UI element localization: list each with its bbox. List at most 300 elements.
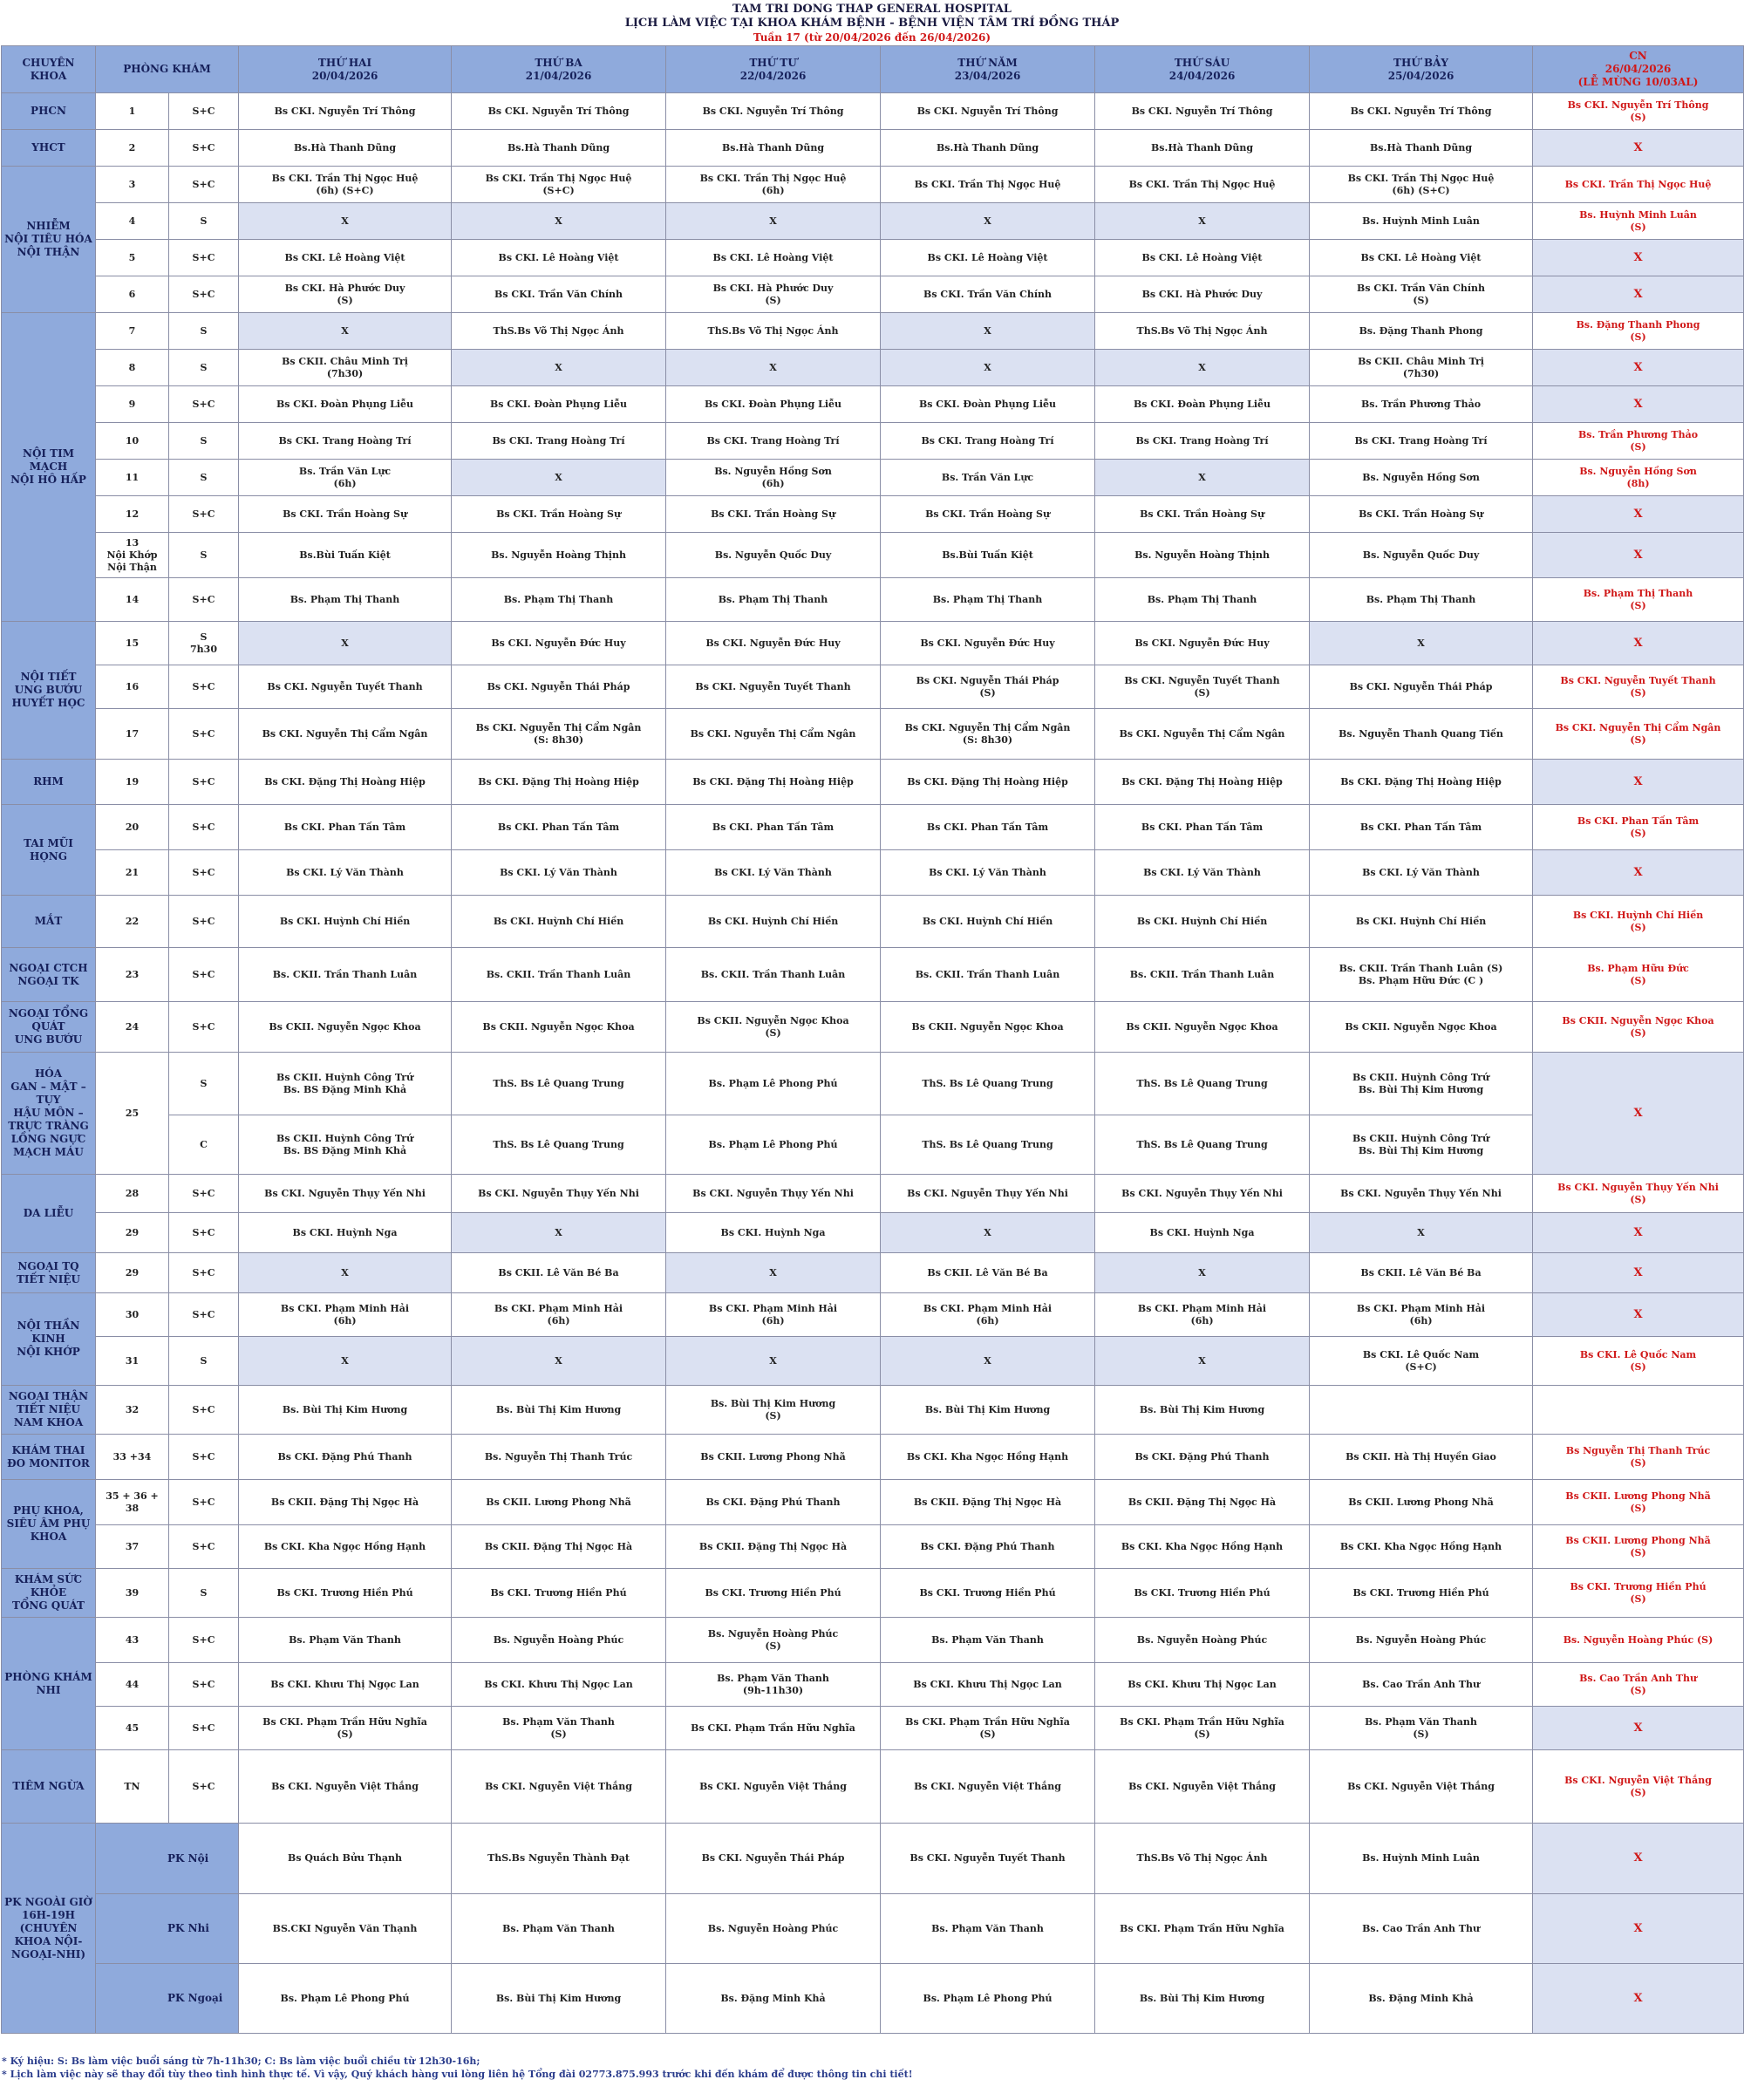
- doctor-cell: X: [881, 1337, 1095, 1386]
- doctor-cell: Bs CKI. Nguyễn Thị Cẩm Ngân: [239, 709, 452, 760]
- table-row: [2, 240, 1744, 276]
- doctor-cell: Bs CKI. Trần Hoàng Sự: [666, 496, 881, 533]
- specialty-cell: HÓA GAN – MẬT – TỤY HẬU MÔN – TRỰC TRÀNG LỒNG NGỰC MẠCH MÁU: [2, 1053, 96, 1175]
- doctor-cell: Bs CKI. Trương Hiền Phú: [881, 1569, 1095, 1618]
- room-cell: 17: [96, 709, 169, 760]
- room-cell: 3: [96, 167, 169, 203]
- doctor-cell: Bs CKI. Nguyễn Trí Thông: [666, 93, 881, 130]
- doctor-cell: X: [1533, 1293, 1744, 1337]
- doctor-cell: Bs CKI. Trần Hoàng Sự: [239, 496, 452, 533]
- doctor-cell: Bs CKI. Đặng Thị Hoàng Hiệp: [239, 760, 452, 805]
- doctor-cell: X: [1095, 203, 1310, 240]
- specialty-cell: NGOẠI CTCH NGOẠI TK: [2, 948, 96, 1002]
- specialty-cell: NỘI TIM MẠCH NỘI HÔ HẤP: [2, 313, 96, 622]
- room-cell: 33 +34: [96, 1435, 169, 1480]
- session-cell: S+C: [169, 1525, 239, 1569]
- doctor-cell: Bs. CKII. Trần Thanh Luân: [881, 948, 1095, 1002]
- doctor-cell: Bs. CKII. Trần Thanh Luân: [666, 948, 881, 1002]
- doctor-cell: Bs CKI. Trần Thị Ngọc Huệ (S+C): [452, 167, 666, 203]
- table-row: [2, 709, 1744, 760]
- table-row: [2, 130, 1744, 167]
- col-header-specialty: CHUYÊN KHOA: [2, 46, 96, 93]
- doctor-cell: Bs CKI. Đoàn Phụng Liễu: [666, 386, 881, 423]
- doctor-cell: ThS.Bs Võ Thị Ngọc Ánh: [1095, 313, 1310, 350]
- doctor-cell: Bs CKI. Phạm Trần Hữu Nghĩa: [666, 1707, 881, 1750]
- doctor-cell: Bs CKI. Nguyễn Đức Huy: [1095, 622, 1310, 665]
- table-row: [2, 1707, 1744, 1750]
- doctor-cell: Bs. Nguyễn Hoàng Phúc: [1095, 1618, 1310, 1663]
- specialty-cell: NỘI THẦN KINH NỘI KHỚP: [2, 1293, 96, 1386]
- doctor-cell: Bs CKII. Lê Văn Bé Ba: [452, 1253, 666, 1293]
- col-header-day: THỨ SÁU 24/04/2026: [1095, 46, 1310, 93]
- col-header-day: THỨ HAI 20/04/2026: [239, 46, 452, 93]
- session-cell: S+C: [169, 578, 239, 622]
- table-row: [2, 1525, 1744, 1569]
- session-cell: S 7h30: [169, 622, 239, 665]
- room-cell: TN: [96, 1750, 169, 1824]
- clinic-cell: PK Ngoại: [96, 1964, 239, 2034]
- doctor-cell: Bs.Hà Thanh Dũng: [666, 130, 881, 167]
- doctor-cell: X: [1533, 496, 1744, 533]
- doctor-cell: Bs CKI. Nguyễn Việt Thắng: [239, 1750, 452, 1824]
- doctor-cell: Bs. Trần Văn Lực: [881, 460, 1095, 496]
- session-cell: S: [169, 460, 239, 496]
- room-cell: 14: [96, 578, 169, 622]
- doctor-cell: Bs CKI. Khưu Thị Ngọc Lan: [239, 1663, 452, 1707]
- doctor-cell: Bs. Nguyễn Thị Thanh Trúc: [452, 1435, 666, 1480]
- specialty-cell: PHCN: [2, 93, 96, 130]
- doctor-cell: Bs CKI. Đặng Phú Thanh: [239, 1435, 452, 1480]
- doctor-cell: Bs CKI. Nguyễn Việt Thắng (S): [1533, 1750, 1744, 1824]
- doctor-cell: Bs CKII. Đặng Thị Ngọc Hà: [452, 1525, 666, 1569]
- room-cell: 7: [96, 313, 169, 350]
- doctor-cell: Bs. Nguyễn Hoàng Phúc: [1310, 1618, 1533, 1663]
- doctor-cell: Bs. Nguyễn Hoàng Phúc: [666, 1894, 881, 1964]
- doctor-cell: Bs CKI. Nguyễn Thái Pháp: [666, 1824, 881, 1894]
- session-cell: S+C: [169, 167, 239, 203]
- doctor-cell: Bs CKI. Lê Hoàng Việt: [1095, 240, 1310, 276]
- doctor-cell: Bs CKII. Đặng Thị Ngọc Hà: [881, 1480, 1095, 1525]
- doctor-cell: Bs CKI. Trương Hiền Phú: [452, 1569, 666, 1618]
- doctor-cell: Bs CKI. Hà Phước Duy (S): [666, 276, 881, 313]
- room-cell: 30: [96, 1293, 169, 1337]
- session-cell: S+C: [169, 386, 239, 423]
- doctor-cell: Bs CKI. Đặng Phú Thanh: [1095, 1435, 1310, 1480]
- doctor-cell: Bs. Bùi Thị Kim Hương: [1095, 1386, 1310, 1435]
- table-row: [2, 1293, 1744, 1337]
- table-row: [2, 423, 1744, 460]
- doctor-cell: Bs. CKII. Trần Thanh Luân: [1095, 948, 1310, 1002]
- doctor-cell: Bs. Phạm Văn Thanh (9h-11h30): [666, 1663, 881, 1707]
- doctor-cell: Bs CKI. Lê Quốc Nam (S): [1533, 1337, 1744, 1386]
- doctor-cell: Bs. CKII. Trần Thanh Luân (S) Bs. Phạm Hữu Đức (C ): [1310, 948, 1533, 1002]
- doctor-cell: Bs CKI. Trang Hoàng Trí: [1310, 423, 1533, 460]
- doctor-cell: Bs CKI. Nguyễn Thái Pháp: [1310, 665, 1533, 709]
- doctor-cell: Bs CKI. Trần Văn Chính (S): [1310, 276, 1533, 313]
- doctor-cell: Bs. Nguyễn Hồng Sơn: [1310, 460, 1533, 496]
- table-row: [2, 760, 1744, 805]
- room-cell: 4: [96, 203, 169, 240]
- doctor-cell: Bs CKII. Nguyễn Ngọc Khoa: [1310, 1002, 1533, 1053]
- doctor-cell: Bs. Huỳnh Minh Luân (S): [1533, 203, 1744, 240]
- doctor-cell: Bs CKI. Trang Hoàng Trí: [239, 423, 452, 460]
- doctor-cell: Bs CKI. Nguyễn Việt Thắng: [1310, 1750, 1533, 1824]
- doctor-cell: Bs. Nguyễn Hoàng Phúc (S): [666, 1618, 881, 1663]
- doctor-cell: Bs. Đặng Minh Khả: [1310, 1964, 1533, 2034]
- specialty-cell: MẮT: [2, 896, 96, 948]
- doctor-cell: Bs. Bùi Thị Kim Hương (S): [666, 1386, 881, 1435]
- doctor-cell: Bs CKI. Lê Hoàng Việt: [239, 240, 452, 276]
- doctor-cell: Bs. Nguyễn Hoàng Thịnh: [1095, 533, 1310, 578]
- doctor-cell: Bs. Bùi Thị Kim Hương: [452, 1964, 666, 2034]
- table-row: [2, 665, 1744, 709]
- table-row: [2, 1894, 1744, 1964]
- doctor-cell: Bs. Trần Phương Thảo: [1310, 386, 1533, 423]
- doctor-cell: Bs CKI. Nguyễn Việt Thắng: [881, 1750, 1095, 1824]
- doctor-cell: Bs CKI. Phan Tấn Tâm: [1095, 805, 1310, 850]
- doctor-cell: X: [1533, 130, 1744, 167]
- doctor-cell: Bs CKI. Trang Hoàng Trí: [666, 423, 881, 460]
- doctor-cell: Bs CKI. Trương Hiền Phú: [239, 1569, 452, 1618]
- session-cell: S+C: [169, 1750, 239, 1824]
- doctor-cell: Bs. Trần Văn Lực (6h): [239, 460, 452, 496]
- doctor-cell: Bs CKI. Lý Văn Thành: [1310, 850, 1533, 896]
- doctor-cell: Bs CKI. Nguyễn Thị Cẩm Ngân (S: 8h30): [881, 709, 1095, 760]
- doctor-cell: Bs. Nguyễn Quốc Duy: [1310, 533, 1533, 578]
- table-row: [2, 1337, 1744, 1386]
- doctor-cell: X: [666, 203, 881, 240]
- doctor-cell: Bs CKII. Hà Thị Huyền Giao: [1310, 1435, 1533, 1480]
- room-cell: 24: [96, 1002, 169, 1053]
- doctor-cell: Bs CKI. Nguyễn Thụy Yến Nhi: [1095, 1175, 1310, 1213]
- col-header-day: THỨ BA 21/04/2026: [452, 46, 666, 93]
- session-cell: S+C: [169, 1293, 239, 1337]
- session-cell: S+C: [169, 130, 239, 167]
- doctor-cell: X: [881, 313, 1095, 350]
- room-cell: 15: [96, 622, 169, 665]
- session-cell: S: [169, 203, 239, 240]
- table-row: [2, 1663, 1744, 1707]
- doctor-cell: Bs CKI. Trần Thị Ngọc Huệ (6h): [666, 167, 881, 203]
- schedule-header: [0, 0, 1744, 45]
- room-cell: 12: [96, 496, 169, 533]
- room-cell: 9: [96, 386, 169, 423]
- doctor-cell: Bs CKI. Phan Tấn Tâm: [881, 805, 1095, 850]
- doctor-cell: Bs CKI. Trần Thị Ngọc Huệ: [1533, 167, 1744, 203]
- doctor-cell: Bs CKI. Lý Văn Thành: [881, 850, 1095, 896]
- table-row: [2, 167, 1744, 203]
- doctor-cell: Bs CKI. Nguyễn Thụy Yến Nhi: [881, 1175, 1095, 1213]
- room-cell: 20: [96, 805, 169, 850]
- session-cell: S+C: [169, 240, 239, 276]
- doctor-cell: Bs CKI. Huỳnh Nga: [1095, 1213, 1310, 1253]
- doctor-cell: Bs CKI. Trần Hoàng Sự: [452, 496, 666, 533]
- room-cell: 44: [96, 1663, 169, 1707]
- specialty-cell: KHÁM SỨC KHỎE TỔNG QUÁT: [2, 1569, 96, 1618]
- schedule-title: LỊCH LÀM VIỆC TẠI KHOA KHÁM BỆNH - BỆNH VIỆN TÂM TRÍ ĐỒNG THÁP: [624, 17, 1120, 30]
- doctor-cell: Bs CKII. Huỳnh Công Trứ Bs. BS Đặng Minh Khả: [239, 1115, 452, 1175]
- doctor-cell: Bs CKI. Phạm Minh Hải (6h): [452, 1293, 666, 1337]
- doctor-cell: Bs CKI. Nguyễn Đức Huy: [666, 622, 881, 665]
- doctor-cell: Bs CKI. Trần Thị Ngọc Huệ: [1095, 167, 1310, 203]
- room-cell: 2: [96, 130, 169, 167]
- doctor-cell: Bs CKI. Đặng Thị Hoàng Hiệp: [452, 760, 666, 805]
- session-cell: S+C: [169, 1618, 239, 1663]
- doctor-cell: X: [239, 1253, 452, 1293]
- session-cell: S+C: [169, 1213, 239, 1253]
- doctor-cell: Bs CKI. Nguyễn Tuyết Thanh (S): [1533, 665, 1744, 709]
- doctor-cell: Bs CKI. Nguyễn Thị Cẩm Ngân: [666, 709, 881, 760]
- doctor-cell: Bs CKI. Lê Hoàng Việt: [666, 240, 881, 276]
- session-cell: S+C: [169, 805, 239, 850]
- doctor-cell: Bs. CKII. Trần Thanh Luân: [239, 948, 452, 1002]
- doctor-cell: Bs CKI. Phạm Minh Hải (6h): [1095, 1293, 1310, 1337]
- doctor-cell: ThS. Bs Lê Quang Trung: [452, 1115, 666, 1175]
- doctor-cell: Bs CKI. Trần Hoàng Sự: [881, 496, 1095, 533]
- doctor-cell: Bs CKI. Nguyễn Thái Pháp: [452, 665, 666, 709]
- doctor-cell: Bs CKII. Đặng Thị Ngọc Hà: [1095, 1480, 1310, 1525]
- doctor-cell: Bs CKI. Nguyễn Tuyết Thanh: [239, 665, 452, 709]
- doctor-cell: Bs CKII. Lê Văn Bé Ba: [881, 1253, 1095, 1293]
- doctor-cell: Bs CKI. Huỳnh Chí Hiền: [452, 896, 666, 948]
- table-row: [2, 1213, 1744, 1253]
- table-row: [2, 1750, 1744, 1824]
- doctor-cell: Bs CKI. Trang Hoàng Trí: [1095, 423, 1310, 460]
- table-row: [2, 1253, 1744, 1293]
- doctor-cell: X: [1533, 1964, 1744, 2034]
- session-cell: S+C: [169, 1002, 239, 1053]
- specialty-cell: NGOẠI TỔNG QUÁT UNG BƯỚU: [2, 1002, 96, 1053]
- session-cell: S+C: [169, 1663, 239, 1707]
- session-cell: S+C: [169, 93, 239, 130]
- doctor-cell: Bs CKII. Lương Phong Nhã: [1310, 1480, 1533, 1525]
- doctor-cell: X: [666, 1253, 881, 1293]
- session-cell: S+C: [169, 1435, 239, 1480]
- doctor-cell: Bs. Nguyễn Hoàng Phúc (S): [1533, 1618, 1744, 1663]
- doctor-cell: Bs CKII. Huỳnh Công Trứ Bs. BS Đặng Minh Khả: [239, 1053, 452, 1115]
- specialty-cell: PHÒNG KHÁM NHI: [2, 1618, 96, 1750]
- doctor-cell: Bs CKI. Huỳnh Chí Hiền (S): [1533, 896, 1744, 948]
- doctor-cell: Bs. Cao Trần Anh Thư: [1310, 1663, 1533, 1707]
- doctor-cell: X: [1533, 760, 1744, 805]
- footnote-disclaimer: * Lịch làm việc này sẽ thay đổi tùy theo tình hình thực tế. Vì vậy, Quý khách hàng vui lòng liên hệ Tổng đài 02773.875.993 trước khi đến khám để được thông tin chi tiết!: [2, 2069, 913, 2080]
- doctor-cell: X: [452, 460, 666, 496]
- session-cell: S: [169, 423, 239, 460]
- doctor-cell: ThS. Bs Lê Quang Trung: [881, 1115, 1095, 1175]
- doctor-cell: Bs CKI. Nguyễn Thụy Yến Nhi: [239, 1175, 452, 1213]
- room-cell: 10: [96, 423, 169, 460]
- doctor-cell: X: [1533, 1213, 1744, 1253]
- doctor-cell: Bs CKI. Trang Hoàng Trí: [881, 423, 1095, 460]
- specialty-cell: KHÁM THAI ĐO MONITOR: [2, 1435, 96, 1480]
- doctor-cell: [1310, 1386, 1533, 1435]
- doctor-cell: Bs CKI. Đặng Phú Thanh: [881, 1525, 1095, 1569]
- table-row: [2, 1175, 1744, 1213]
- col-header-day: THỨ NĂM 23/04/2026: [881, 46, 1095, 93]
- doctor-cell: Bs CKI. Đặng Thị Hoàng Hiệp: [1095, 760, 1310, 805]
- room-cell: 43: [96, 1618, 169, 1663]
- doctor-cell: Bs CKII. Đặng Thị Ngọc Hà: [239, 1480, 452, 1525]
- session-cell: S+C: [169, 709, 239, 760]
- doctor-cell: X: [1533, 276, 1744, 313]
- session-cell: S+C: [169, 665, 239, 709]
- table-row: [2, 1569, 1744, 1618]
- doctor-cell: Bs. CKII. Trần Thanh Luân: [452, 948, 666, 1002]
- doctor-cell: X: [1095, 1337, 1310, 1386]
- doctor-cell: X: [1533, 386, 1744, 423]
- doctor-cell: Bs CKI. Nguyễn Việt Thắng: [666, 1750, 881, 1824]
- specialty-cell: NỘI TIẾT UNG BƯỚU HUYẾT HỌC: [2, 622, 96, 760]
- doctor-cell: Bs.Bùi Tuấn Kiệt: [239, 533, 452, 578]
- doctor-cell: Bs CKII. Lương Phong Nhã: [666, 1435, 881, 1480]
- table-row: [2, 1053, 1744, 1115]
- doctor-cell: Bs CKI. Phạm Trần Hữu Nghĩa (S): [1095, 1707, 1310, 1750]
- table-row: [2, 850, 1744, 896]
- doctor-cell: Bs.Bùi Tuấn Kiệt: [881, 533, 1095, 578]
- doctor-cell: Bs CKI. Nguyễn Trí Thông: [1310, 93, 1533, 130]
- doctor-cell: Bs CKI. Trương Hiền Phú (S): [1533, 1569, 1744, 1618]
- doctor-cell: Bs CKI. Nguyễn Thái Pháp (S): [881, 665, 1095, 709]
- session-cell: S+C: [169, 1480, 239, 1525]
- room-cell: 23: [96, 948, 169, 1002]
- doctor-cell: Bs CKI. Nguyễn Trí Thông: [452, 93, 666, 130]
- doctor-cell: X: [1533, 1253, 1744, 1293]
- doctor-cell: ThS. Bs Lê Quang Trung: [1095, 1053, 1310, 1115]
- doctor-cell: Bs CKII. Nguyễn Ngọc Khoa (S): [1533, 1002, 1744, 1053]
- room-cell: 19: [96, 760, 169, 805]
- doctor-cell: Bs. Bùi Thị Kim Hương: [1095, 1964, 1310, 2034]
- doctor-cell: BS.CKI Nguyễn Văn Thạnh: [239, 1894, 452, 1964]
- col-header-day: THỨ TƯ 22/04/2026: [666, 46, 881, 93]
- table-row: [2, 578, 1744, 622]
- table-row: [2, 533, 1744, 578]
- session-cell: S: [169, 350, 239, 386]
- doctor-cell: X: [666, 350, 881, 386]
- table-row: [2, 93, 1744, 130]
- specialty-cell: PHỤ KHOA, SIÊU ÂM PHỤ KHOA: [2, 1480, 96, 1569]
- doctor-cell: Bs CKI. Lý Văn Thành: [452, 850, 666, 896]
- doctor-cell: ThS.Bs Võ Thị Ngọc Ánh: [1095, 1824, 1310, 1894]
- doctor-cell: Bs CKII. Nguyễn Ngọc Khoa (S): [666, 1002, 881, 1053]
- doctor-cell: Bs. Nguyễn Hồng Sơn (6h): [666, 460, 881, 496]
- room-cell: 37: [96, 1525, 169, 1569]
- session-cell: S+C: [169, 850, 239, 896]
- doctor-cell: Bs. Trần Phương Thảo (S): [1533, 423, 1744, 460]
- doctor-cell: ThS. Bs Lê Quang Trung: [452, 1053, 666, 1115]
- doctor-cell: Bs CKI. Phạm Minh Hải (6h): [1310, 1293, 1533, 1337]
- doctor-cell: Bs. Phạm Thị Thanh: [881, 578, 1095, 622]
- table-row: [2, 386, 1744, 423]
- doctor-cell: X: [881, 1213, 1095, 1253]
- session-cell: S+C: [169, 496, 239, 533]
- doctor-cell: Bs CKI. Nguyễn Đức Huy: [881, 622, 1095, 665]
- doctor-cell: Bs CKI. Đặng Thị Hoàng Hiệp: [1310, 760, 1533, 805]
- doctor-cell: Bs CKI. Trần Hoàng Sự: [1095, 496, 1310, 533]
- doctor-cell: Bs CKII. Đặng Thị Ngọc Hà: [666, 1525, 881, 1569]
- doctor-cell: Bs CKI. Phạm Trần Hữu Nghĩa (S): [881, 1707, 1095, 1750]
- doctor-cell: X: [1310, 622, 1533, 665]
- doctor-cell: Bs CKI. Lý Văn Thành: [239, 850, 452, 896]
- room-cell: 31: [96, 1337, 169, 1386]
- doctor-cell: Bs. Nguyễn Thanh Quang Tiến: [1310, 709, 1533, 760]
- doctor-cell: Bs CKII. Lương Phong Nhã: [452, 1480, 666, 1525]
- room-cell: 35 + 36 + 38: [96, 1480, 169, 1525]
- doctor-cell: Bs CKI. Đoàn Phụng Liễu: [1095, 386, 1310, 423]
- doctor-cell: X: [1533, 350, 1744, 386]
- doctor-cell: Bs Quách Bửu Thạnh: [239, 1824, 452, 1894]
- table-row: [2, 1002, 1744, 1053]
- doctor-cell: Bs. Phạm Thị Thanh: [452, 578, 666, 622]
- doctor-cell: Bs.Hà Thanh Dũng: [1095, 130, 1310, 167]
- table-row: [2, 1115, 1744, 1175]
- doctor-cell: X: [1533, 533, 1744, 578]
- doctor-cell: Bs. Nguyễn Hoàng Thịnh: [452, 533, 666, 578]
- doctor-cell: Bs CKII. Lương Phong Nhã (S): [1533, 1525, 1744, 1569]
- doctor-cell: Bs. Nguyễn Hồng Sơn (8h): [1533, 460, 1744, 496]
- doctor-cell: Bs CKI. Lý Văn Thành: [666, 850, 881, 896]
- doctor-cell: Bs. Đặng Minh Khả: [666, 1964, 881, 2034]
- doctor-cell: Bs CKI. Lý Văn Thành: [1095, 850, 1310, 896]
- table-row: [2, 1824, 1744, 1894]
- session-cell: S: [169, 313, 239, 350]
- doctor-cell: Bs CKI. Nguyễn Việt Thắng: [452, 1750, 666, 1824]
- doctor-cell: Bs CKI. Lê Hoàng Việt: [1310, 240, 1533, 276]
- doctor-cell: Bs.Hà Thanh Dũng: [881, 130, 1095, 167]
- doctor-cell: Bs CKI. Kha Ngọc Hồng Hạnh: [881, 1435, 1095, 1480]
- session-cell: S+C: [169, 1253, 239, 1293]
- table-row: [2, 622, 1744, 665]
- doctor-cell: X: [1533, 622, 1744, 665]
- doctor-cell: Bs. Đặng Thanh Phong: [1310, 313, 1533, 350]
- doctor-cell: Bs. Phạm Thị Thanh: [1310, 578, 1533, 622]
- table-row: [2, 313, 1744, 350]
- doctor-cell: ThS. Bs Lê Quang Trung: [881, 1053, 1095, 1115]
- doctor-cell: Bs CKI. Nguyễn Trí Thông: [239, 93, 452, 130]
- doctor-cell: X: [1533, 1053, 1744, 1175]
- doctor-cell: Bs. Bùi Thị Kim Hương: [452, 1386, 666, 1435]
- clinic-cell: PK Nhi: [96, 1894, 239, 1964]
- room-cell: 28: [96, 1175, 169, 1213]
- doctor-cell: Bs CKI. Huỳnh Chí Hiền: [239, 896, 452, 948]
- footnote-legend: * Ký hiệu: S: Bs làm việc buổi sáng từ 7h-11h30; C: Bs làm việc buổi chiều từ 12h30-16h;: [2, 2056, 480, 2067]
- doctor-cell: X: [452, 1213, 666, 1253]
- doctor-cell: Bs CKI. Trương Hiền Phú: [1310, 1569, 1533, 1618]
- doctor-cell: Bs CKI. Phạm Trần Hữu Nghĩa (S): [239, 1707, 452, 1750]
- session-cell: S+C: [169, 1707, 239, 1750]
- specialty-cell: DA LIỄU: [2, 1175, 96, 1253]
- doctor-cell: Bs. Bùi Thị Kim Hương: [239, 1386, 452, 1435]
- doctor-cell: Bs CKI. Huỳnh Chí Hiền: [881, 896, 1095, 948]
- doctor-cell: X: [881, 350, 1095, 386]
- doctor-cell: Bs CKI. Trần Thị Ngọc Huệ (6h) (S+C): [1310, 167, 1533, 203]
- doctor-cell: Bs CKII. Huỳnh Công Trứ Bs. Bùi Thị Kim Hương: [1310, 1115, 1533, 1175]
- doctor-cell: Bs.Hà Thanh Dũng: [452, 130, 666, 167]
- week-label: Tuần 17 (từ 20/04/2026 đến 26/04/2026): [753, 31, 991, 44]
- doctor-cell: Bs CKII. Nguyễn Ngọc Khoa: [452, 1002, 666, 1053]
- doctor-cell: Bs CKI. Nguyễn Trí Thông: [1095, 93, 1310, 130]
- doctor-cell: Bs CKI. Nguyễn Trí Thông: [881, 93, 1095, 130]
- session-cell: S+C: [169, 896, 239, 948]
- room-cell: 13 Nội Khớp Nội Thận: [96, 533, 169, 578]
- table-row: [2, 276, 1744, 313]
- doctor-cell: Bs CKI. Đoàn Phụng Liễu: [452, 386, 666, 423]
- col-header-day: CN 26/04/2026 (LỄ MỪNG 10/03AL): [1533, 46, 1744, 93]
- doctor-cell: Bs. Phạm Thị Thanh: [666, 578, 881, 622]
- doctor-cell: Bs CKI. Trần Văn Chính: [881, 276, 1095, 313]
- doctor-cell: Bs. Đặng Thanh Phong (S): [1533, 313, 1744, 350]
- doctor-cell: Bs. Phạm Hữu Đức (S): [1533, 948, 1744, 1002]
- doctor-cell: Bs.Hà Thanh Dũng: [239, 130, 452, 167]
